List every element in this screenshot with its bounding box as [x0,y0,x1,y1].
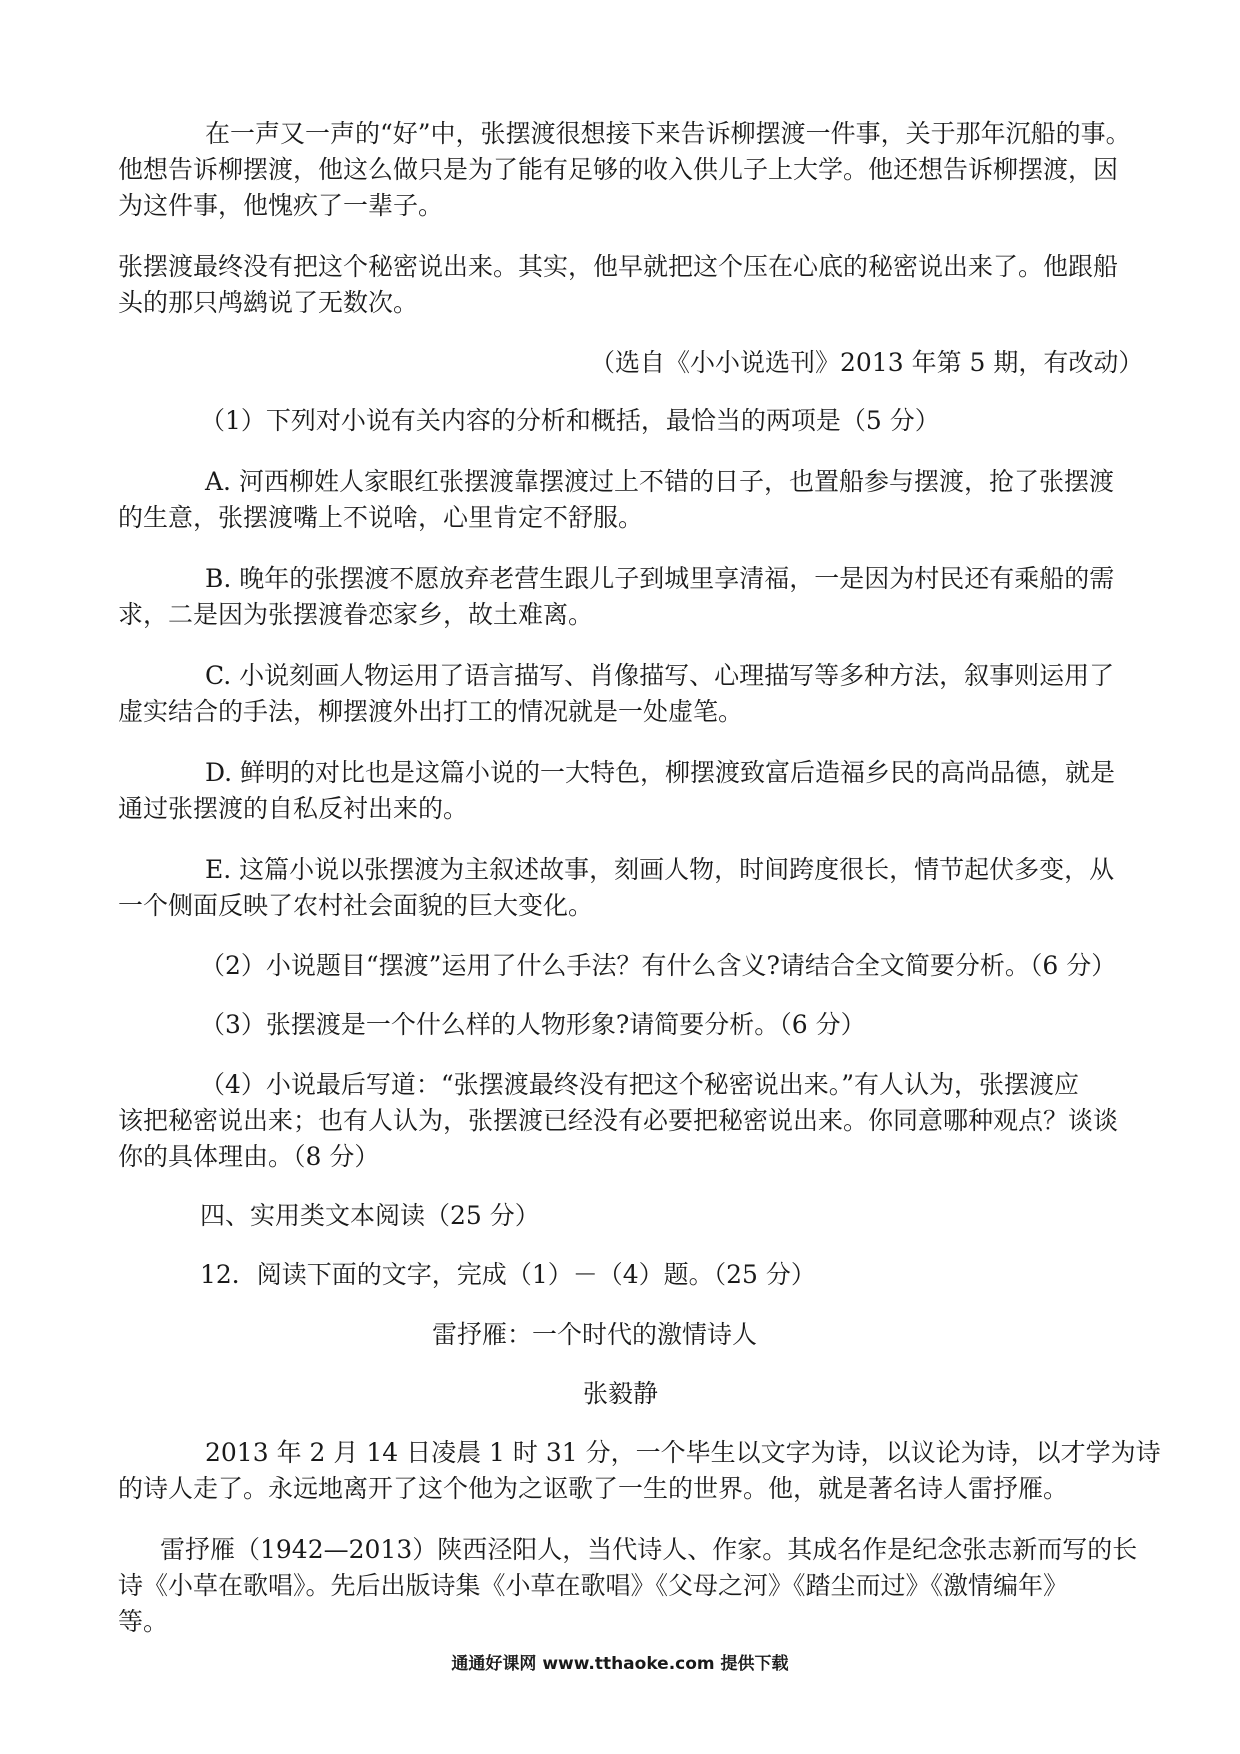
question-12: 12．阅读下面的文字，完成（1）－（4）题。（25 分） [200,1260,816,1289]
text-line: 在一声又一声的“好”中，张摆渡很想接下来告诉柳摆渡一件事，关于那年沉船的事。 [205,119,1131,148]
option-b-cont: 求，二是因为张摆渡眷恋家乡，故土难离。 [118,600,594,629]
option-a: A. 河西柳姓人家眼红张摆渡靠摆渡过上不错的日子，也置船参与摆渡，抢了张摆渡 [205,467,1114,496]
question-2: （2）小说题目“摆渡”运用了什么手法？有什么含义?请结合全文简要分析。（6 分） [200,951,1117,980]
page-footer: 通通好课网 www.tthaoke.com 提供下载 [451,1654,789,1674]
option-d-cont: 通过张摆渡的自私反衬出来的。 [118,794,469,823]
option-e: E. 这篇小说以张摆渡为主叙述故事，刻画人物，时间跨度很长，情节起伏多变，从 [205,855,1115,884]
option-c: C. 小说刻画人物运用了语言描写、肖像描写、心理描写等多种方法，叙事则运用了 [205,661,1115,690]
text-line: 等。 [118,1607,169,1636]
article-author: 张毅静 [583,1379,659,1408]
text-line: 诗《小草在歌唱》。先后出版诗集《小草在歌唱》《父母之河》《踏尘而过》《激情编年》 [118,1571,1069,1600]
text-line: 张摆渡最终没有把这个秘密说出来。其实，他早就把这个压在心底的秘密说出来了。他跟船 [118,252,1119,281]
article-title: 雷抒雁：一个时代的激情诗人 [432,1320,758,1349]
question-4-cont: 该把秘密说出来；也有人认为，张摆渡已经没有必要把秘密说出来。你同意哪种观点？谈谈 [118,1106,1119,1135]
text-line: 为这件事，他愧疚了一辈子。 [118,191,444,220]
question-4: （4）小说最后写道：“张摆渡最终没有把这个秘密说出来。”有人认为，张摆渡应 [200,1070,1079,1099]
option-c-cont: 虚实结合的手法，柳摆渡外出打工的情况就是一处虚笔。 [118,697,744,726]
text-line: 2013 年 2 月 14 日凌晨 1 时 31 分，一个毕生以文字为诗，以议论为诗，以才学为诗 [205,1438,1161,1467]
question-1: （1）下列对小说有关内容的分析和概括，最恰当的两项是（5 分） [200,406,940,435]
text-line: 雷抒雁（1942—2013）陕西泾阳人，当代诗人、作家。其成名作是纪念张志新而写的长 [160,1535,1138,1564]
option-d: D. 鲜明的对比也是这篇小说的一大特色，柳摆渡致富后造福乡民的高尚品德，就是 [205,758,1116,787]
question-4-cont: 你的具体理由。（8 分） [118,1142,380,1171]
option-e-cont: 一个侧面反映了农村社会面貌的巨大变化。 [118,891,594,920]
source-citation: （选自《小小说选刊》2013 年第 5 期，有改动） [590,348,1144,377]
text-line: 他想告诉柳摆渡，他这么做只是为了能有足够的收入供儿子上大学。他还想告诉柳摆渡，因 [118,155,1119,184]
section-heading: 四、实用类文本阅读（25 分） [200,1201,540,1230]
option-a-cont: 的生意，张摆渡嘴上不说啥，心里肯定不舒服。 [118,503,644,532]
question-3: （3）张摆渡是一个什么样的人物形象?请简要分析。（6 分） [200,1010,866,1039]
text-line: 头的那只鸬鹚说了无数次。 [118,288,419,317]
option-b: B. 晚年的张摆渡不愿放弃老营生跟儿子到城里享清福，一是因为村民还有乘船的需 [205,564,1115,593]
text-line: 的诗人走了。永远地离开了这个他为之讴歌了一生的世界。他，就是著名诗人雷抒雁。 [118,1474,1069,1503]
